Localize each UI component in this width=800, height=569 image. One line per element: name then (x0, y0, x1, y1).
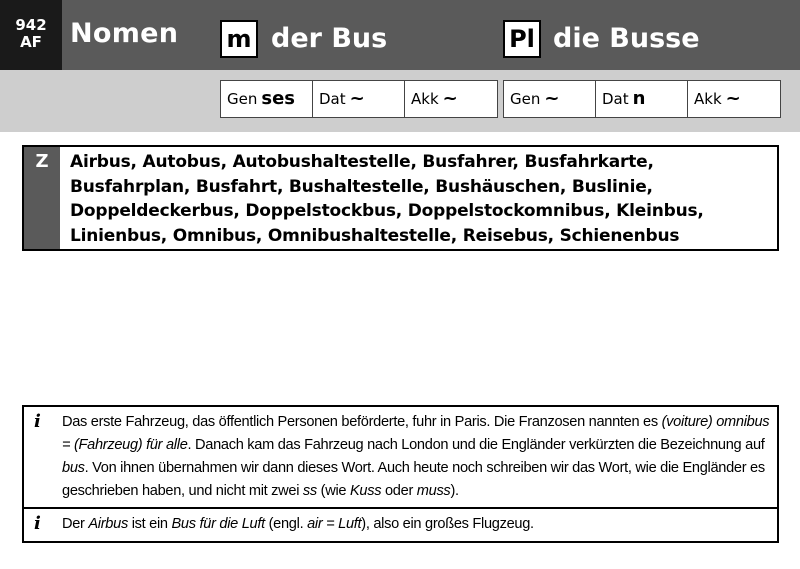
note-text: Airbus (88, 516, 128, 532)
card-id-badge (0, 0, 62, 70)
case-cell (504, 81, 596, 117)
singular-cases (220, 80, 498, 118)
case-label: Gen (510, 90, 541, 108)
note-text: air = Luft (307, 516, 362, 532)
plural-marker: Pl (503, 20, 541, 58)
compounds-line: Linienbus, Omnibus, Omnibushaltestelle, Reisebus, Schienenbus (70, 225, 680, 246)
case-ending: n (632, 88, 646, 109)
plural-form: die Busse (553, 23, 700, 54)
case-ending: ~ (442, 88, 458, 109)
case-cell (313, 81, 405, 117)
case-cell (405, 81, 497, 117)
case-cell (688, 81, 780, 117)
case-cell (596, 81, 688, 117)
note-text: ), also ein großes Flugzeug. (361, 516, 534, 532)
note-text: . Von ihnen übernahmen wir dann dieses Wort. Auch heute noch schreiben wir das Wort, wie die Engländer es geschrieben haben, und nicht mit zwei (62, 460, 765, 499)
info-note (24, 407, 777, 507)
case-cell (221, 81, 313, 117)
case-ending: ~ (349, 88, 365, 109)
info-icon: i (34, 411, 41, 432)
case-ending: ses (261, 88, 295, 109)
compounds-line: Airbus, Autobus, Autobushaltestelle, Busfahrer, Busfahrkarte, (70, 152, 654, 172)
note-text: Kuss (349, 483, 382, 499)
note-text: (engl. (264, 516, 308, 532)
note-text: Bus für die Luft (171, 516, 265, 532)
note-text: ss (302, 483, 317, 499)
case-label: Gen (227, 90, 258, 108)
note-text: bus (62, 460, 85, 476)
compounds-list (70, 150, 770, 248)
note-text: oder (381, 483, 417, 499)
case-ending: ~ (725, 88, 741, 109)
compounds-label: Z (24, 147, 60, 249)
compounds-line: Busfahrplan, Busfahrt, Bushaltestelle, Bushäuschen, Buslinie, (70, 176, 653, 197)
card-number: 942 (15, 16, 47, 34)
case-label: Akk (694, 90, 722, 108)
info-icon: i (34, 513, 41, 534)
note-text: Das erste Fahrzeug, das öffentlich Personen beförderte, fuhr in Paris. Die Franzosen nannten es (62, 414, 662, 430)
note-text: muss (416, 483, 451, 499)
note-text: ist ein (127, 516, 172, 532)
note-text: Der (62, 516, 89, 532)
note-text: . Danach kam das Fahrzeug nach London und die Engländer verkürzten die Bezeichnung auf (187, 437, 765, 453)
compounds-box (22, 145, 779, 251)
compounds-line: Doppeldeckerbus, Doppelstockbus, Doppelstockomnibus, Kleinbus, (70, 201, 704, 221)
note-text: (wie (316, 483, 350, 499)
card-code: AF (20, 33, 42, 51)
note-text: (voiture) omnibus = (Fahrzeug) für alle (62, 414, 770, 453)
gender-marker: m (220, 20, 258, 58)
plural-cases (503, 80, 781, 118)
case-label: Dat (602, 90, 629, 108)
info-note (24, 507, 777, 540)
page-title: Nomen (70, 18, 179, 49)
note-text: ). (450, 483, 459, 499)
case-label: Akk (411, 90, 439, 108)
notes-box (22, 405, 779, 543)
singular-form: der Bus (271, 23, 388, 54)
case-label: Dat (319, 90, 346, 108)
case-ending: ~ (544, 88, 560, 109)
